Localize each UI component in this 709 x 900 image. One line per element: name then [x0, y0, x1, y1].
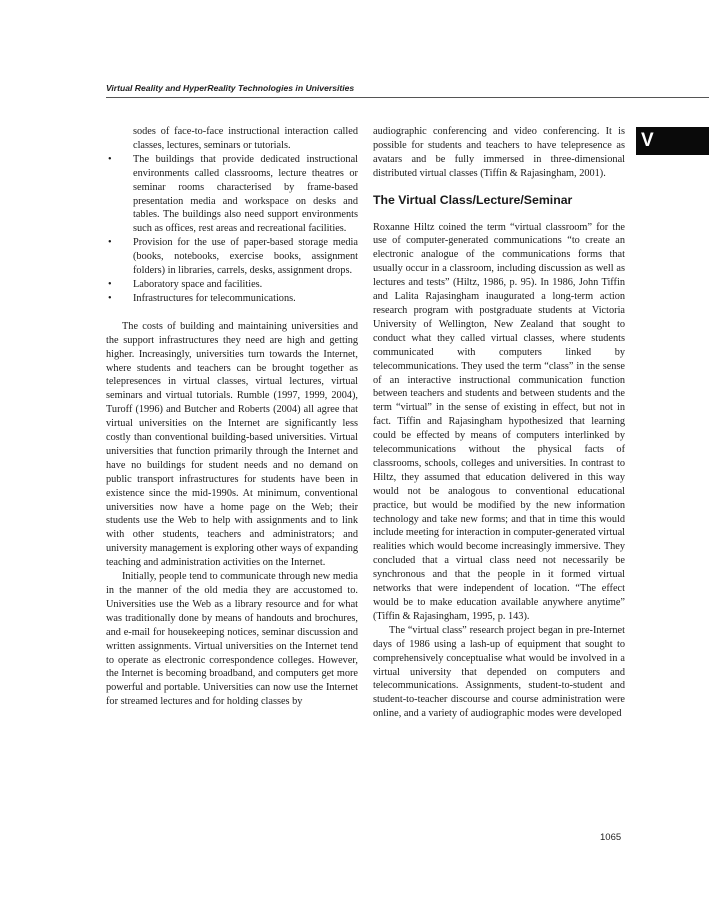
right-column [373, 125, 625, 721]
bullet-marker: • [108, 278, 112, 290]
continuation-paragraph: audiographic conferencing and video conferencing. It is possible for students and teachers to have telepresence as avatars and be fully immersed in three-dimensional distributed virtual classes (Tiffin & Rajasingham, 2001). [373, 126, 625, 179]
bullet-item [106, 292, 358, 306]
bullet-item [106, 236, 358, 278]
section-heading: The Virtual Class/Lecture/Seminar [373, 192, 573, 207]
bullet-text: Infrastructures for telecommunications. [133, 292, 296, 304]
running-header-title: Virtual Reality and HyperReality Technologies in Universities [106, 83, 355, 93]
bullet-continuation: sodes of face-to-face instructional interaction called classes, lectures, seminars or tutorials. [133, 126, 358, 151]
body-paragraph: The “virtual class” research project began in pre-Internet days of 1986 using a lash-up of equipment that sought to comprehensively conceptualise what would be involved in a virtual university that depended on computers and telecommunications. Assignments, student-to-student and student-to-teacher discourse and course administration were online, and a variety of audiographic modes were developed [373, 624, 625, 720]
header-rule [106, 97, 709, 98]
bullet-text: The buildings that provide dedicated instructional environments called classrooms, lecture theatres or seminar rooms characterised by frame-based presentation media and workspace on desks and tables. The buildings also need support environments such as offices, rest areas and recreational facilities. [133, 153, 358, 235]
bullet-list [106, 153, 358, 306]
bullet-marker: • [108, 153, 112, 165]
section-letter: V [641, 130, 654, 151]
bullet-text: Laboratory space and facilities. [133, 278, 263, 290]
bullet-marker: • [108, 237, 112, 249]
body-paragraph: Initially, people tend to communicate through new media in the manner of the old media they are accustomed to. Universities use the Web as a library resource and for what was traditionally done by means of handouts and brochures, and e-mail for housekeeping notices, seminar discussion and written assignments. Virtual universities on the Internet tend to operate as electronic correspondence colleges. However, the Internet is becoming broadband, and computers get more powerful and portable. Universities can now use the Internet for streamed lectures and for holding classes by [106, 571, 358, 708]
page-number: 1065 [600, 832, 622, 843]
body-paragraph: The costs of building and maintaining universities and the support infrastructures they need are high and getting higher. Increasingly, universities turn towards the Internet, where students and teachers can be brought together as telepresences in virtual classes, virtual lectures, virtual seminars and virtual tutorials. Rumble (1997, 1999, 2004), Turoff (1996) and Butcher and Roberts (2004) all agree that virtual universities on the Internet are significantly less costly than conventional building-based universities. Virtual universities that function primarily through the Internet and have no buildings for student needs and no demand on public transport infrastructures for students have been in existence since the mid-1990s. At minimum, conventional universities now have a home page on the Web; their students use the Web to help with assignments and to link with other students, teachers and administrators; and university management is exploring other ways of expanding teaching and administration activities on the Internet. [106, 320, 358, 569]
bullet-text: Provision for the use of paper-based storage media (books, notebooks, exercise books, assignment folders) in libraries, carrels, desks, assignment drops. [133, 237, 358, 277]
bullet-item [106, 278, 358, 292]
section-letter-tab [636, 127, 709, 155]
body-paragraph: Roxanne Hiltz coined the term “virtual classroom” for the use of computer-generated communications “to create an electronic analogue of the communications forms that usually occur in a classroom, including discussion as well as lectures and tests” (Hiltz, 1986, p. 95). In 1986, John Tiffin and Lalita Rajasingham inaugurated a long-term action research program with postgraduate students at Victoria University of Wellington, New Zealand that sought to conduct what they called virtual classes, where students communicated with computers linked by telecommunications. They used the term “class” in the sense of an interactive instructional communication function between teachers and students and between students and the term “virtual” in the sense of existing in effect, but not in fact. Tiffin and Rajasingham hypothesized that learning could be effected by means of computers interlinked by telecommunications without the physical facts of classrooms, schools, colleges and universities. In contrast to Hiltz, they assumed that education delivered in this way would not be analogous to conventional educational practice, but would be modified by the new information technology and take new forms; and that in time this would include meeting for interaction in computer-generated virtual realities which would become increasingly immersive. They concluded that a virtual class need not necessarily be synchronous and that the people in it formed virtual networks that were independent of location. “The effect would be to make education available anywhere anytime” (Tiffin & Rajasingham, 1995, p. 143). [373, 221, 625, 622]
left-column [106, 125, 358, 709]
bullet-item [106, 153, 358, 236]
bullet-marker: • [108, 292, 112, 304]
